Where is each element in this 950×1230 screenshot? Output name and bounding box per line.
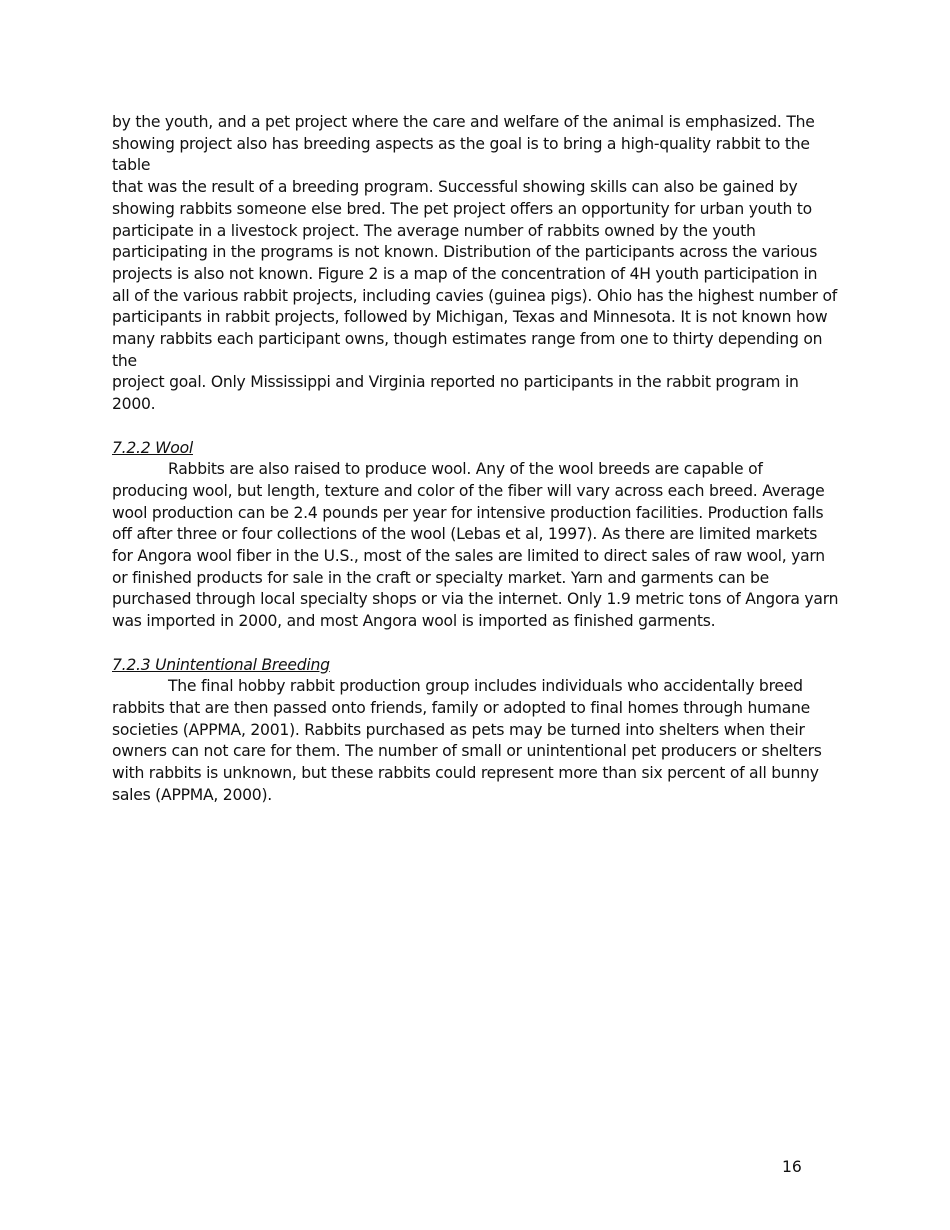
section-body-unintentional-breeding: The final hobby rabbit production group includes individuals who accidentally breed rabbits that are then passed onto friends, family or adopted to final homes through humane societies (APPMA, 2001). Rabbits purchased as pets may be turned into shelters when their owners can not care for them. The number of small or unintentional pet producers or shelters with rabbits is unknown, but these rabbits could represent more than six percent of all bunny sales (APPMA, 2000). bbox=[112, 677, 822, 804]
paragraph-spacer bbox=[112, 633, 840, 655]
section-wool bbox=[112, 438, 840, 633]
section-heading-wool: 7.2.2 Wool bbox=[112, 438, 193, 457]
intro-paragraph: by the youth, and a pet project where the care and welfare of the animal is emphasized. The showing project also has breeding aspects as the goal is to bring a high-quality rabbit to the table that was the result of a breeding program. Successful showing skills can also be gained by showing rabbits someone else bred. The pet project offers an opportunity for urban youth to participate in a livestock project. The average number of rabbits owned by the youth participating in the programs is not known. Distribution of the participants across the various projects is also not known. Figure 2 is a map of the concentration of 4H youth participation in all of the various rabbit projects, including cavies (guinea pigs). Ohio has the highest number of participants in rabbit projects, followed by Michigan, Texas and Minnesota. It is not known how many rabbits each participant owns, though estimates range from one to thirty depending on the project goal. Only Mississippi and Virginia reported no participants in the rabbit program in 2000. bbox=[112, 113, 838, 414]
section-unintentional-breeding bbox=[112, 655, 840, 807]
paragraph-spacer bbox=[112, 416, 840, 438]
document-page bbox=[112, 112, 840, 806]
section-body-wool: Rabbits are also raised to produce wool. Any of the wool breeds are capable of producing wool, but length, texture and color of the fiber will vary across each breed. Average wool production can be 2.4 pounds per year for intensive production facilities. Production falls off after three or four collections of the wool (Lebas et al, 1997). As there are limited markets for Angora wool fiber in the U.S., most of the sales are limited to direct sales of raw wool, yarn or finished products for sale in the craft or specialty market. Yarn and garments can be purchased through local specialty shops or via the internet. Only 1.9 metric tons of Angora yarn was imported in 2000, and most Angora wool is imported as finished garments. bbox=[112, 460, 839, 631]
page-number: 16 bbox=[782, 1158, 802, 1176]
section-heading-unintentional-breeding: 7.2.3 Unintentional Breeding bbox=[112, 655, 330, 674]
